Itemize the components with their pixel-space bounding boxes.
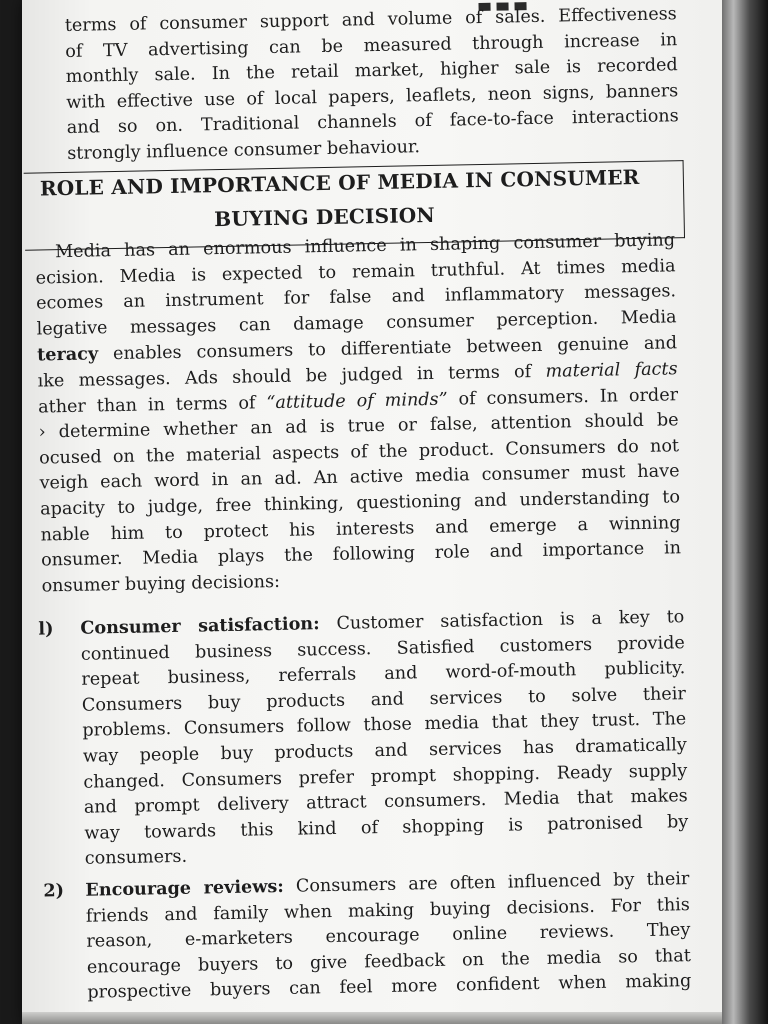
- top-paragraph: [65, 2, 680, 167]
- text-run: enables consumers to differentiate between genuine and: [97, 333, 678, 365]
- list-item-body: [85, 866, 691, 1007]
- text-line: continued business success. Satisfied customers provide: [80, 632, 685, 665]
- text-line: way people buy products and services has dramatically: [82, 735, 687, 767]
- media-paragraph: [35, 228, 682, 600]
- text-line: strongly influence consumer behaviour.: [67, 137, 421, 164]
- text-line: apacity to judge, free thinking, questioning and understanding to: [39, 487, 681, 520]
- text-line: ecomes an instrument for false and inflammatory messages.: [35, 281, 677, 314]
- text-line: Consumers buy products and services to solve their: [81, 683, 686, 716]
- section-heading-line-1: ROLE AND IMPORTANCE OF MEDIA IN CONSUMER: [39, 164, 640, 201]
- text-run: ıke messages. Ads should be judged in terms of: [37, 361, 546, 392]
- list-number: 2): [43, 880, 65, 902]
- text-line: Media has an enormous influence in shaping consumer buying: [54, 230, 676, 263]
- text-line: onsumer. Media plays the following role and importance in: [40, 538, 682, 571]
- text-run: of consumers. In order: [447, 384, 679, 410]
- list-item-consumer-satisfaction: [38, 604, 689, 870]
- section-heading-line-2: BUYING DECISION: [214, 202, 436, 232]
- text-line: monthly sale. In the retail market, higher sale is recorded: [65, 55, 678, 88]
- italic-phrase: material facts: [545, 359, 678, 382]
- text-run: ather than in terms of: [37, 392, 267, 418]
- text-line: of TV advertising can be measured through increase in: [65, 29, 678, 62]
- italic-phrase: “attitude of minds”: [266, 389, 448, 413]
- text-run: Consumers are often influenced by their: [283, 869, 690, 897]
- text-line: changed. Consumers prefer prompt shopping. Ready supply: [83, 760, 688, 793]
- list-number: l): [38, 618, 54, 640]
- text-run: Customer satisfaction is a key to: [319, 607, 685, 635]
- list-item-body: [80, 604, 689, 872]
- bold-term: teracy: [36, 343, 99, 366]
- text-line: prospective buyers can feel more confident when making: [87, 971, 692, 1004]
- text-line: and prompt delivery attract consumers. Media that makes: [83, 786, 688, 818]
- text-line: veigh each word in an ad. An active media consumer must have: [39, 461, 680, 494]
- text-line: friends and family when making buying decisions. For this: [85, 894, 691, 927]
- text-line: reason, e-marketers encourage online reviews. They: [86, 920, 691, 952]
- text-line: ocused on the material aspects of the product. Consumers do not: [38, 436, 680, 469]
- text-line: way towards this kind of shopping is patronised by: [84, 811, 689, 844]
- text-line: onsumer buying decisions:: [41, 571, 281, 597]
- text-line: terms of consumer support and volume of sales. Effectiveness: [64, 4, 677, 36]
- text-line: with effective use of local papers, leaflets, neon signs, banners: [66, 80, 679, 113]
- text-line: consumers.: [84, 847, 188, 870]
- text-line: legative messages can damage consumer perception. Media: [36, 307, 677, 340]
- text-line: problems. Consumers follow those media that they trust. The: [82, 709, 687, 742]
- text-line: and so on. Traditional channels of face-to-face interactions: [66, 106, 679, 139]
- bold-term: Consumer satisfaction:: [80, 613, 320, 639]
- text-line: encourage buyers to give feedback on the media so that: [86, 945, 692, 978]
- text-line: repeat business, referrals and word-of-mouth publicity.: [81, 658, 686, 690]
- bold-term: Encourage reviews:: [85, 875, 284, 901]
- text-line: › determine whether an ad is true or false, attention should be: [38, 410, 679, 443]
- text-line: ecision. Media is expected to remain truthful. At times media: [35, 255, 676, 289]
- text-line: nable him to protect his interests and emerge a winning: [40, 512, 681, 546]
